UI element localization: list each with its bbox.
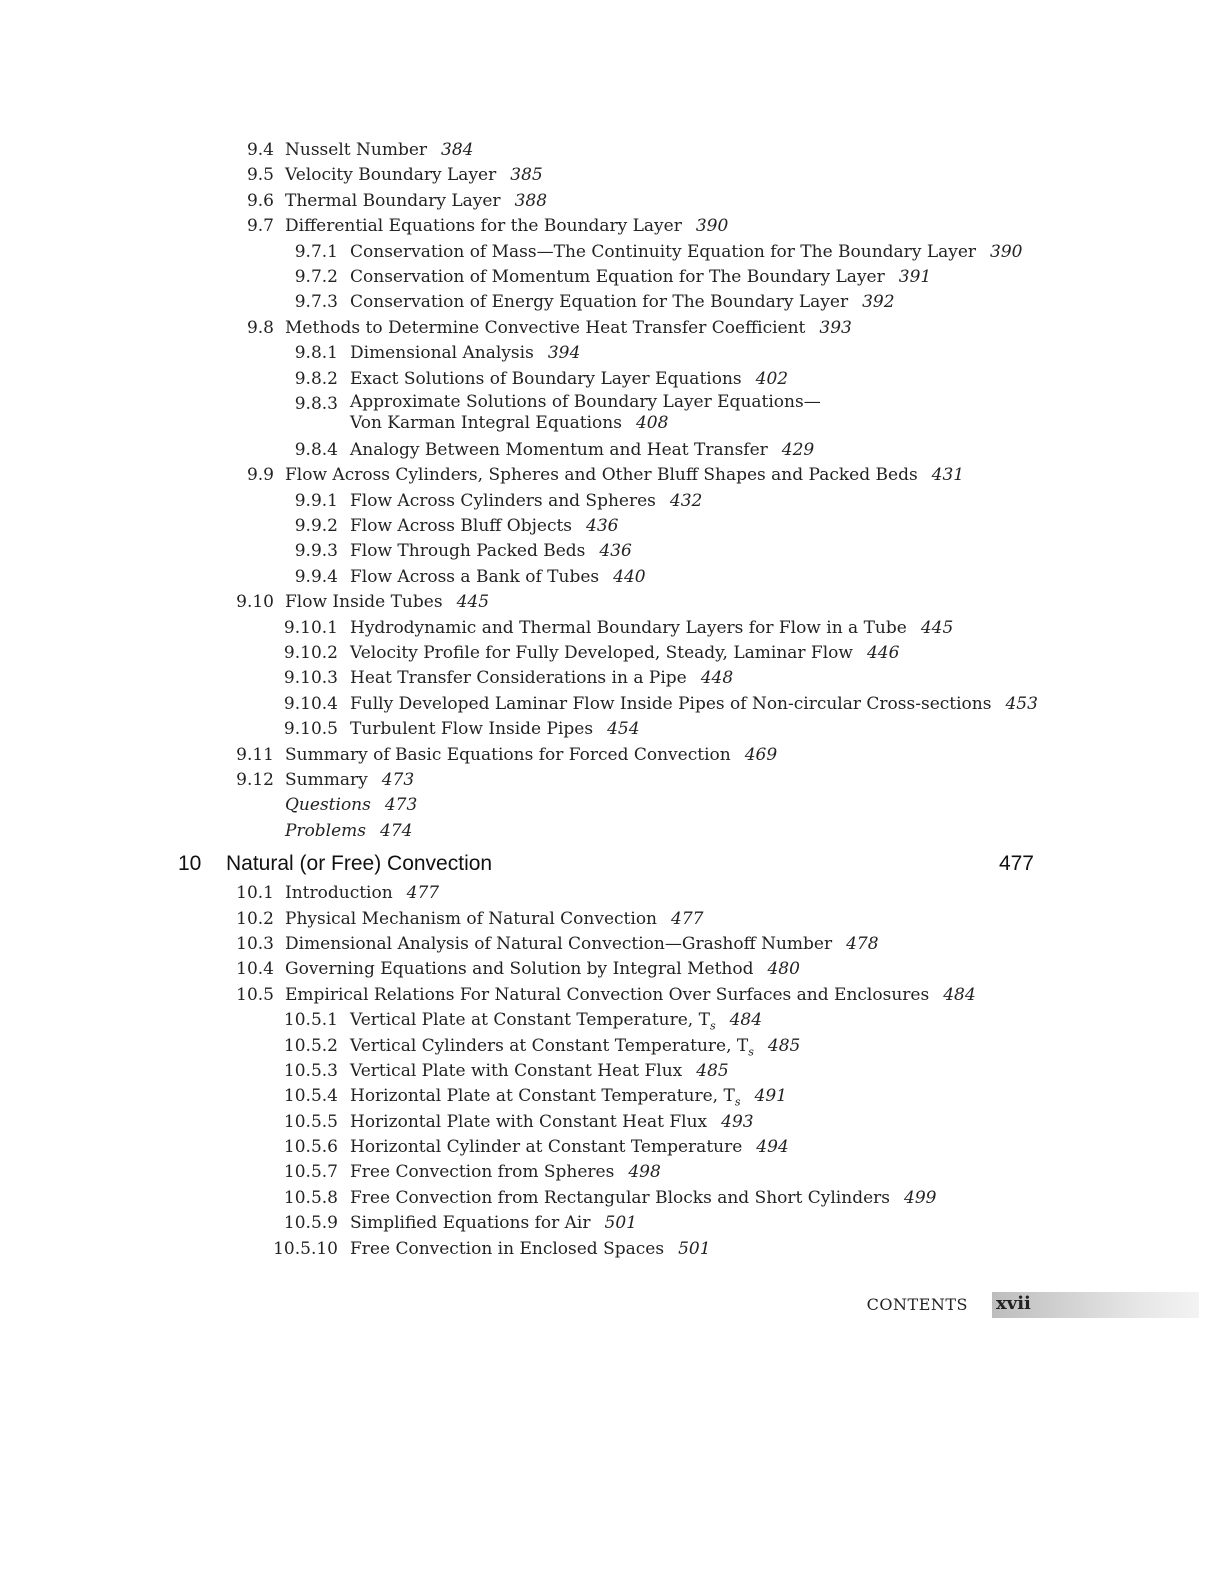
- toc-entry-title-text: Flow Across a Bank of Tubes: [350, 566, 600, 587]
- toc-entry-number: 10.5.7: [283, 1162, 338, 1183]
- toc-entry-page: 429: [781, 439, 815, 460]
- toc-entry-title-text: Heat Transfer Considerations in a Pipe: [350, 668, 687, 689]
- toc-entry-page: 477: [406, 883, 440, 904]
- toc-entry-number: 9.7: [246, 216, 274, 237]
- toc-entry-title: [350, 1160, 661, 1185]
- toc-entry-title-text: Flow Across Bluff Objects: [350, 516, 573, 537]
- toc-entry-number: 10.5.5: [283, 1111, 338, 1132]
- toc-entry-number: 10.5: [236, 984, 274, 1005]
- chapter-page: 477: [998, 852, 1034, 876]
- chapter-title: Natural (or Free) Convection: [226, 852, 493, 876]
- toc-entry-page: 501: [678, 1238, 711, 1259]
- toc-entry-subscript: s: [748, 1044, 754, 1058]
- toc-entry-title-text: Differential Equations for the Boundary Layer: [285, 216, 682, 237]
- toc-entry-page: 402: [755, 368, 789, 389]
- toc-entry: [0, 163, 1214, 188]
- toc-entry-title-text: Conservation of Energy Equation for The Boundary Layer: [350, 292, 849, 313]
- toc-entry-title: [285, 983, 976, 1008]
- table-of-contents: [0, 138, 1214, 1262]
- toc-entry-number: 9.9.4: [294, 566, 338, 587]
- toc-entry-page: 436: [586, 516, 619, 537]
- toc-entry: [0, 983, 1214, 1008]
- toc-entry: [0, 881, 1214, 906]
- toc-entry-title: [285, 819, 412, 844]
- toc-entry-title-text: Flow Across Cylinders and Spheres: [350, 490, 656, 511]
- toc-entry-title: [350, 1186, 936, 1211]
- toc-entry-title-text: Nusselt Number: [285, 140, 428, 160]
- toc-entry-title: [285, 590, 489, 615]
- toc-section-10: [0, 881, 1214, 1262]
- toc-entry-subscript: s: [734, 1095, 741, 1109]
- toc-entry-title: [350, 240, 1023, 265]
- toc-entry-title: [285, 793, 417, 818]
- toc-entry-title: [350, 1211, 637, 1236]
- chapter-heading: [0, 848, 1214, 879]
- toc-entry-page: 393: [819, 317, 852, 338]
- toc-entry: [0, 463, 1214, 488]
- toc-entry: [0, 1034, 1214, 1059]
- toc-entry-title: [350, 666, 733, 691]
- toc-entry-number: 10.5.4: [283, 1086, 338, 1107]
- toc-entry-page: 408: [635, 412, 669, 433]
- toc-entry: [0, 1160, 1214, 1185]
- toc-entry: [0, 1211, 1214, 1236]
- toc-entry-title: [350, 1059, 729, 1084]
- toc-entry-title: [350, 489, 702, 514]
- toc-entry-page: 493: [721, 1111, 754, 1132]
- toc-entry-title-text: Dimensional Analysis of Natural Convection—Grashoff Number: [285, 933, 833, 954]
- toc-entry-title: [285, 768, 414, 793]
- toc-entry: [0, 367, 1214, 392]
- toc-entry-number: 10.5.3: [283, 1060, 338, 1081]
- toc-entry-number: 9.8.3: [294, 393, 338, 414]
- toc-entry: [0, 1237, 1214, 1262]
- toc-entry-title-text: Turbulent Flow Inside Pipes: [350, 719, 594, 740]
- toc-entry: [0, 1008, 1214, 1033]
- toc-entry: [0, 290, 1214, 315]
- toc-entry: [0, 957, 1214, 982]
- toc-entry: [0, 907, 1214, 932]
- footer-label: CONTENTS: [866, 1295, 968, 1314]
- toc-entry-page: 494: [756, 1137, 789, 1158]
- toc-entry-number: 9.10.3: [283, 668, 338, 689]
- toc-entry: [0, 590, 1214, 615]
- toc-entry-title-text: Free Convection in Enclosed Spaces: [350, 1238, 665, 1259]
- toc-entry-page: 453: [1005, 693, 1038, 714]
- toc-entry-title: [350, 539, 632, 564]
- toc-entry-title-text: Horizontal Plate with Constant Heat Flux: [350, 1111, 708, 1132]
- toc-entry-title-text: Velocity Boundary Layer: [285, 165, 497, 186]
- toc-entry-title-text: Thermal Boundary Layer: [285, 190, 501, 211]
- toc-entry-title: [285, 138, 473, 163]
- toc-entry-page: 388: [514, 190, 548, 211]
- toc-entry-title: [285, 316, 852, 341]
- toc-entry-title-line: Approximate Solutions of Boundary Layer Equations—: [350, 391, 821, 412]
- toc-entry-number: 9.10.2: [283, 643, 338, 664]
- toc-entry-page: 432: [669, 490, 703, 511]
- toc-entry: [0, 819, 1214, 844]
- toc-entry-title: [350, 1237, 711, 1262]
- toc-entry: [0, 539, 1214, 564]
- toc-entry-page: 431: [931, 465, 965, 486]
- toc-entry-title: [285, 881, 439, 906]
- toc-entry-title: [350, 692, 1038, 717]
- toc-entry-page: 454: [607, 719, 640, 740]
- toc-entry-title: [285, 932, 879, 957]
- toc-entry-title-text: Vertical Plate at Constant Temperature, T: [350, 1010, 710, 1031]
- toc-entry: [0, 932, 1214, 957]
- toc-entry-title-text: Empirical Relations For Natural Convection Over Surfaces and Enclosures: [285, 984, 930, 1005]
- toc-entry-number: 10.5.2: [283, 1035, 338, 1056]
- toc-entry: [0, 341, 1214, 366]
- toc-entry-page: 446: [866, 643, 900, 664]
- toc-entry-page: 491: [754, 1086, 787, 1107]
- toc-entry: [0, 743, 1214, 768]
- toc-entry-number: 10.1: [236, 883, 274, 904]
- toc-entry-number: 9.8.1: [294, 343, 338, 364]
- toc-entry-title: [350, 717, 640, 742]
- toc-entry-page: 448: [700, 668, 734, 689]
- toc-entry-number: 9.8: [246, 317, 274, 338]
- toc-entry-number: 9.4: [246, 140, 274, 160]
- toc-entry-page: 445: [456, 592, 490, 613]
- toc-entry-title-text: Horizontal Cylinder at Constant Temperature: [350, 1137, 743, 1158]
- toc-entry: [0, 514, 1214, 539]
- toc-entry: [0, 265, 1214, 290]
- toc-entry-page: 385: [510, 165, 543, 186]
- toc-entry: [0, 316, 1214, 341]
- toc-entry-page: 469: [744, 744, 778, 765]
- toc-entry-number: 9.10.5: [283, 719, 338, 740]
- toc-entry-page: 391: [898, 266, 932, 287]
- toc-entry-title-text: Vertical Cylinders at Constant Temperature, T: [350, 1035, 749, 1056]
- toc-entry-title: [285, 957, 800, 982]
- toc-entry-number: 9.9: [246, 465, 274, 486]
- toc-entry-title-text: Flow Across Cylinders, Spheres and Other Bluff Shapes and Packed Beds: [285, 465, 918, 486]
- toc-entry-page: 501: [604, 1213, 637, 1234]
- toc-entry-title: [350, 1135, 789, 1160]
- toc-entry-title: [350, 641, 899, 666]
- toc-entry-number: 9.10.4: [283, 693, 338, 714]
- toc-entry-title-text: Hydrodynamic and Thermal Boundary Layers for Flow in a Tube: [350, 617, 907, 638]
- toc-entry-page: 440: [613, 566, 646, 587]
- toc-entry-number: 9.9.1: [294, 490, 338, 511]
- toc-entry-title: [350, 367, 788, 392]
- toc-entry-subscript: s: [709, 1019, 716, 1033]
- toc-entry-title-text: Introduction: [285, 883, 393, 904]
- page-footer: [0, 1292, 1214, 1320]
- toc-entry-title: [350, 438, 814, 463]
- toc-entry-title-text: Flow Through Packed Beds: [350, 541, 586, 562]
- toc-entry-page: 445: [920, 617, 954, 638]
- toc-entry-number: 10.3: [236, 933, 274, 954]
- toc-entry-title-text: Velocity Profile for Fully Developed, Steady, Laminar Flow: [350, 643, 853, 664]
- toc-entry-title: [350, 265, 931, 290]
- toc-entry-page: 498: [628, 1162, 661, 1183]
- toc-entry-title-text: Vertical Plate with Constant Heat Flux: [350, 1060, 683, 1081]
- toc-entry-title: [285, 907, 703, 932]
- toc-entry-title: [350, 290, 895, 315]
- toc-entry-title-text: Fully Developed Laminar Flow Inside Pipes of Non-circular Cross-sections: [350, 693, 992, 714]
- toc-entry-title-text: Free Convection from Rectangular Blocks and Short Cylinders: [350, 1187, 890, 1208]
- toc-entry: [0, 489, 1214, 514]
- toc-entry-title-text: Horizontal Plate at Constant Temperature, T: [350, 1086, 735, 1107]
- toc-entry-page: 484: [943, 984, 976, 1005]
- toc-entry-title: [350, 1110, 754, 1135]
- toc-entry-title-text: Conservation of Mass—The Continuity Equation for The Boundary Layer: [350, 241, 977, 262]
- toc-entry-number: 9.9.3: [294, 541, 338, 562]
- toc-entry: [0, 666, 1214, 691]
- toc-entry: [0, 214, 1214, 239]
- toc-entry: [0, 616, 1214, 641]
- toc-entry-number: 9.11: [236, 744, 274, 765]
- toc-entry: [0, 793, 1214, 818]
- toc-entry-title-text: Flow Inside Tubes: [285, 592, 443, 613]
- toc-entry-page: 384: [441, 140, 474, 160]
- toc-entry: [0, 138, 1214, 163]
- toc-entry-title: [285, 214, 728, 239]
- toc-entry: [0, 717, 1214, 742]
- toc-entry-page: 394: [547, 343, 581, 364]
- toc-entry-page: 499: [904, 1187, 937, 1208]
- toc-entry-page: 473: [384, 795, 418, 816]
- toc-entry-number: 9.9.2: [294, 516, 338, 537]
- toc-entry: [0, 641, 1214, 666]
- toc-entry-page: 474: [380, 820, 413, 841]
- toc-entry-page: 485: [696, 1060, 729, 1081]
- toc-entry: [0, 392, 1214, 438]
- toc-entry-page: 477: [671, 908, 704, 929]
- toc-entry: [0, 1135, 1214, 1160]
- toc-entry-number: 9.5: [246, 165, 274, 186]
- toc-entry-title-text: Von Karman Integral Equations: [350, 412, 622, 433]
- toc-entry-number: 9.10.1: [283, 617, 338, 638]
- toc-entry-page: 480: [767, 959, 800, 980]
- toc-entry-number: 10.2: [236, 908, 274, 929]
- toc-entry: [0, 1059, 1214, 1084]
- toc-entry-title-text: Governing Equations and Solution by Integral Method: [285, 959, 754, 980]
- toc-entry-number: 9.7.3: [294, 292, 338, 313]
- toc-entry-number: 9.7.1: [294, 241, 338, 262]
- toc-entry-page: 485: [767, 1035, 801, 1056]
- toc-entry-title-text: Summary: [285, 769, 368, 790]
- toc-entry-title: [350, 565, 646, 590]
- toc-entry-number: 10.5.9: [283, 1213, 338, 1234]
- toc-entry-number: 10.5.8: [283, 1187, 338, 1208]
- toc-entry-page: 390: [990, 241, 1023, 262]
- toc-entry-number: 9.6: [246, 190, 274, 211]
- chapter-number: 10: [178, 852, 202, 876]
- footer-page-number: xvii: [996, 1293, 1031, 1314]
- toc-entry-title-text: Methods to Determine Convective Heat Transfer Coefficient: [285, 317, 806, 338]
- toc-entry-number: 10.4: [236, 959, 274, 980]
- toc-entry-title-text: Conservation of Momentum Equation for The Boundary Layer: [350, 266, 885, 287]
- toc-entry: [0, 1186, 1214, 1211]
- toc-entry-title-text: Simplified Equations for Air: [350, 1213, 591, 1234]
- toc-entry-title-line: [350, 413, 821, 434]
- toc-entry-title-text: Exact Solutions of Boundary Layer Equations: [350, 368, 742, 389]
- toc-entry-number: 10.5.6: [283, 1137, 338, 1158]
- toc-entry: [0, 565, 1214, 590]
- toc-entry-title: [285, 463, 964, 488]
- toc-entry: [0, 1110, 1214, 1135]
- toc-entry-page: 392: [862, 292, 895, 313]
- toc-entry-title: [285, 743, 777, 768]
- toc-entry-title-text: Problems: [285, 820, 367, 841]
- toc-entry-title-text: Physical Mechanism of Natural Convection: [285, 908, 658, 929]
- toc-entry-page: 436: [599, 541, 632, 562]
- toc-entry: [0, 189, 1214, 214]
- toc-entry: [0, 240, 1214, 265]
- toc-entry-page: 473: [381, 769, 415, 790]
- toc-entry-number: 9.8.2: [294, 368, 338, 389]
- toc-entry-number: 9.12: [236, 769, 274, 790]
- toc-entry-title: [350, 616, 953, 641]
- toc-entry-page: 478: [846, 933, 879, 954]
- toc-entry-number: 10.5.1: [283, 1010, 338, 1031]
- toc-entry-number: 9.8.4: [294, 439, 338, 460]
- toc-entry-title-text: Analogy Between Momentum and Heat Transfer: [350, 439, 768, 460]
- toc-entry-title: [285, 189, 547, 214]
- toc-entry: [0, 692, 1214, 717]
- toc-entry-title: [285, 163, 543, 188]
- toc-entry-title-text: Dimensional Analysis: [350, 343, 534, 364]
- toc-entry: [0, 438, 1214, 463]
- toc-entry-title: [350, 392, 821, 434]
- toc-entry-title-text: Free Convection from Spheres: [350, 1162, 615, 1183]
- toc-entry-page: 484: [729, 1010, 763, 1031]
- toc-entry: [0, 1084, 1214, 1109]
- toc-entry-title-text: Questions: [285, 795, 371, 816]
- toc-entry-page: 390: [695, 216, 729, 237]
- toc-entry-title: [350, 514, 618, 539]
- toc-section-9: [0, 138, 1214, 844]
- toc-entry-title: [350, 341, 580, 366]
- toc-entry: [0, 768, 1214, 793]
- toc-entry-number: 9.10: [236, 592, 274, 613]
- toc-entry-number: 9.7.2: [294, 266, 338, 287]
- toc-entry-title-text: Summary of Basic Equations for Forced Convection: [285, 744, 731, 765]
- toc-entry-number: 10.5.10: [273, 1238, 338, 1259]
